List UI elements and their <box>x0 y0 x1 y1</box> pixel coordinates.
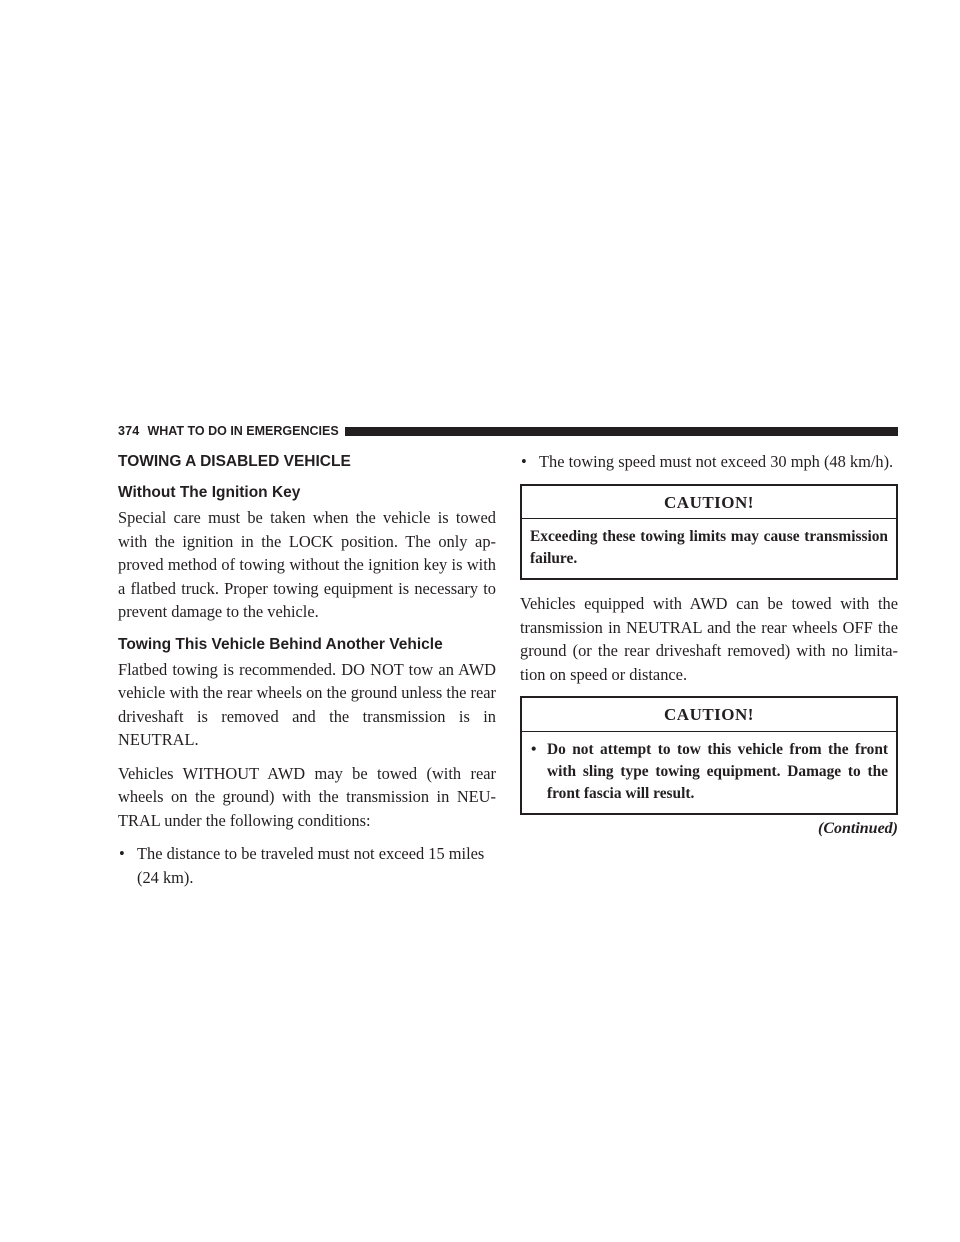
caution-title: CAUTION! <box>522 486 896 520</box>
paragraph-flatbed: Flatbed towing is recommended. DO NOT tow an AWD vehicle with the rear wheels on the ground unless the rear driveshaft is removed and the transmission is in NEUTRAL. <box>118 659 496 749</box>
right-column <box>520 450 898 840</box>
caution-title: CAUTION! <box>522 698 896 732</box>
subheading-without-key: Without The Ignition Key <box>118 484 301 501</box>
section-name: WHAT TO DO IN EMERGENCIES <box>147 424 339 438</box>
bullet-icon: • <box>521 452 527 471</box>
caution-box-sling <box>520 696 898 815</box>
caution-box-transmission <box>520 484 898 581</box>
bullet-icon: • <box>531 740 537 758</box>
paragraph-awd: Vehicles equipped with AWD can be towed with the transmission in NEUTRAL and the rear wheels OFF the ground (or the rear driveshaft removed) with no limitation on speed or distance. <box>520 594 898 684</box>
bullet-speed <box>520 450 898 474</box>
bullet-speed-text: The towing speed must not exceed 30 mph (48 km/h). <box>539 452 894 471</box>
page-number: 374 <box>118 424 140 438</box>
page-header <box>118 422 898 440</box>
section-title: TOWING A DISABLED VEHICLE <box>118 453 351 470</box>
caution-body <box>522 732 896 813</box>
left-column <box>118 450 496 899</box>
bullet-distance-text: The distance to be traveled must not exceed 15 miles (24 km). <box>137 844 485 887</box>
subheading-towing-behind: Towing This Vehicle Behind Another Vehicle <box>118 635 443 653</box>
caution-bullet <box>530 739 888 805</box>
paragraph-without-key: Special care must be taken when the vehicle is towed with the ignition in the LOCK position. The only approved method of towing without the ignition key is with a flatbed truck. Proper towing equipment is necessary to prevent damage to the vehicle. <box>118 508 496 621</box>
continued-label: (Continued) <box>817 819 898 837</box>
bullet-distance <box>118 842 496 889</box>
caution-text: Exceeding these towing limits may cause transmission failure. <box>530 528 888 567</box>
bullet-icon: • <box>119 844 125 863</box>
header-rule <box>345 427 898 436</box>
caution-bullet-text: Do not attempt to tow this vehicle from the front with sling type towing equipment. Damage to the front fascia will result. <box>547 740 888 802</box>
paragraph-without-awd: Vehicles WITHOUT AWD may be towed (with rear wheels on the ground) with the transmission in NEUTRAL under the following conditions: <box>118 763 496 830</box>
